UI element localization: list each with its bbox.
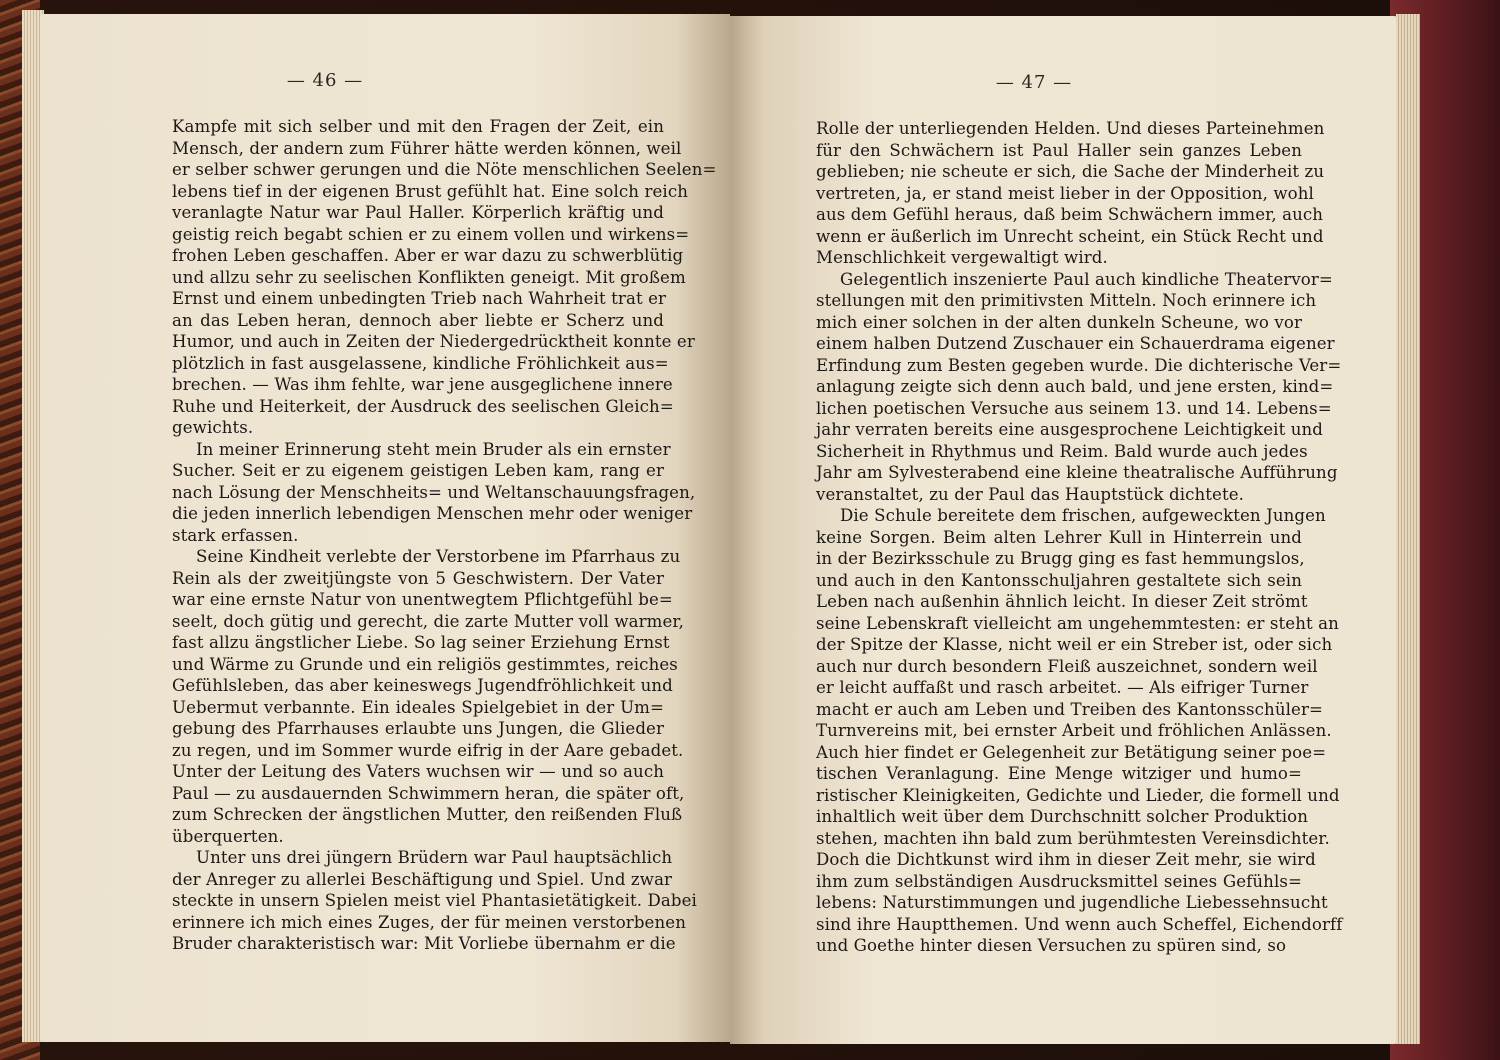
- text-line: und Goethe hinter diesen Versuchen zu spüren sind, so: [816, 936, 1287, 955]
- text-line: Humor, und auch in Zeiten der Niedergedrücktheit konnte er: [172, 332, 695, 351]
- text-line: lebens: Naturstimmungen und jugendliche Liebessehnsucht: [816, 893, 1328, 912]
- text-line: lebens tief in der eigenen Brust gefühlt hat. Eine solch reich: [172, 181, 689, 201]
- text-line: und Wärme zu Grunde und ein religiös gestimmtes, reiches: [172, 654, 678, 674]
- text-line: inhaltlich weit über dem Durchschnitt solcher Produktion: [816, 807, 1309, 826]
- text-line: fast allzu ängstlicher Liebe. So lag seiner Erziehung Ernst: [172, 633, 670, 652]
- text-line: an das Leben heran, dennoch aber liebte er Scherz und: [172, 310, 664, 330]
- text-line: gewichts.: [172, 418, 254, 437]
- text-line: vertreten, ja, er stand meist lieber in der Opposition, wohl: [816, 183, 1314, 203]
- text-line: der Spitze der Klasse, nicht weil er ein Streber ist, oder sich: [816, 635, 1333, 654]
- text-line: Kampfe mit sich selber und mit den Fragen der Zeit, ein: [172, 117, 664, 136]
- text-line: die jeden innerlich lebendigen Menschen mehr oder weniger: [172, 504, 693, 523]
- page-body: [816, 118, 1343, 957]
- text-line: erinnere ich mich eines Zuges, der für meinen verstorbenen: [172, 912, 686, 932]
- text-line: und auch in den Kantonsschuljahren gestaltete sich sein: [816, 570, 1302, 590]
- text-line: war eine ernste Natur von unentwegtem Pflichtgefühl be=: [172, 590, 673, 609]
- text-line: nach Lösung der Menschheits= und Weltanschauungsfragen,: [172, 482, 696, 502]
- text-line: Erfindung zum Besten gegeben wurde. Die dichterische Ver=: [816, 355, 1342, 375]
- text-line: Unter uns drei jüngern Brüdern war Paul hauptsächlich: [196, 848, 673, 867]
- text-line: Sicherheit in Rhythmus und Reim. Bald wurde auch jedes: [816, 441, 1308, 461]
- text-line: zum Schrecken der ängstlichen Mutter, den reißenden Fluß: [172, 805, 683, 824]
- text-line: frohen Leben geschaffen. Aber er war dazu zu schwerblütig: [172, 246, 684, 265]
- text-line: Turnvereins mit, bei ernster Arbeit und fröhlichen Anlässen.: [816, 721, 1332, 740]
- page-body: [172, 116, 717, 955]
- text-line: Mensch, der andern zum Führer hätte werden können, weil: [172, 138, 682, 158]
- text-line: lichen poetischen Versuche aus seinem 13. und 14. Lebens=: [816, 398, 1332, 418]
- text-line: Rolle der unterliegenden Helden. Und dieses Parteinehmen: [816, 119, 1325, 138]
- text-line: Leben nach außenhin ähnlich leicht. In dieser Zeit strömt: [816, 592, 1308, 611]
- text-line: seelt, doch gütig und gerecht, die zarte Mutter voll warmer,: [172, 611, 685, 631]
- text-line: macht er auch am Leben und Treiben des Kantonsschüler=: [816, 699, 1323, 719]
- page-stack-right: [1396, 14, 1420, 1044]
- text-line: zu regen, und im Sommer wurde eifrig in der Aare gebadet.: [172, 740, 684, 760]
- text-line: mich einer solchen in der alten dunkeln Scheune, wo vor: [816, 312, 1302, 332]
- text-line: steckte in unsern Spielen meist viel Phantasietätigkeit. Dabei: [172, 891, 697, 910]
- text-line: aus dem Gefühl heraus, daß beim Schwächern immer, auch: [816, 205, 1324, 224]
- text-line: Doch die Dichtkunst wird ihm in dieser Zeit mehr, sie wird: [816, 850, 1316, 869]
- text-line: Menschlichkeit vergewaltigt wird.: [816, 248, 1108, 267]
- text-line: für den Schwächern ist Paul Haller sein ganzes Leben: [816, 140, 1302, 160]
- text-line: stehen, machten ihn bald zum berühmtesten Vereinsdichter.: [816, 828, 1330, 848]
- text-line: ristischer Kleinigkeiten, Gedichte und Lieder, die formell und: [816, 785, 1340, 805]
- text-line: Auch hier findet er Gelegenheit zur Betätigung seiner poe=: [816, 742, 1327, 762]
- text-line: stellungen mit den primitivsten Mitteln. Noch erinnere ich: [816, 291, 1317, 310]
- text-line: Gefühlsleben, das aber keineswegs Jugendfröhlichkeit und: [172, 676, 673, 695]
- page-number: — 46 —: [286, 70, 364, 91]
- text-line: ihm zum selbständigen Ausdrucksmittel seines Gefühls=: [816, 871, 1302, 891]
- text-line: stark erfassen.: [172, 525, 299, 545]
- text-line: Gelegentlich inszenierte Paul auch kindliche Theatervor=: [840, 269, 1333, 289]
- text-line: veranstaltet, zu der Paul das Hauptstück dichtete.: [816, 484, 1245, 504]
- right-page: [730, 16, 1398, 1044]
- text-line: jahr verraten bereits eine ausgesprochene Leichtigkeit und: [816, 420, 1324, 439]
- text-line: geistig reich begabt schien er zu einem vollen und wirkens=: [172, 224, 690, 244]
- text-line: plötzlich in fast ausgelassene, kindliche Fröhlichkeit aus=: [172, 353, 669, 373]
- text-line: Die Schule bereitete dem frischen, aufgeweckten Jungen: [840, 506, 1326, 525]
- text-line: Jahr am Sylvesterabend eine kleine theatralische Aufführung: [816, 463, 1338, 482]
- text-line: veranlagte Natur war Paul Haller. Körperlich kräftig und: [172, 203, 664, 222]
- text-line: einem halben Dutzend Zuschauer ein Schauerdrama eigener: [816, 334, 1335, 353]
- text-line: brechen. — Was ihm fehlte, war jene ausgeglichene innere: [172, 375, 673, 394]
- text-line: keine Sorgen. Beim alten Lehrer Kull in Hinterrein und: [816, 527, 1302, 547]
- text-line: Ruhe und Heiterkeit, der Ausdruck des seelischen Gleich=: [172, 396, 674, 416]
- text-line: geblieben; nie scheute er sich, die Sache der Minderheit zu: [816, 162, 1325, 181]
- text-line: gebung des Pfarrhauses erlaubte uns Jungen, die Glieder: [172, 719, 664, 738]
- text-line: wenn er äußerlich im Unrecht scheint, ein Stück Recht und: [816, 226, 1324, 246]
- text-line: Uebermut verbannte. Ein ideales Spielgebiet in der Um=: [172, 697, 664, 717]
- text-line: überquerten.: [172, 826, 284, 846]
- text-line: Sucher. Seit er zu eigenem geistigen Leben kam, rang er: [172, 461, 664, 480]
- text-line: und allzu sehr zu seelischen Konflikten geneigt. Mit großem: [172, 267, 686, 287]
- text-line: der Anreger zu allerlei Beschäftigung und Spiel. Und zwar: [172, 869, 673, 889]
- text-line: tischen Veranlagung. Eine Menge witziger und humo=: [816, 764, 1302, 783]
- text-line: Paul — zu ausdauernden Schwimmern heran, die später oft,: [172, 783, 685, 803]
- text-line: in der Bezirksschule zu Brugg ging es fast hemmungslos,: [816, 549, 1305, 568]
- text-line: Ernst und einem unbedingten Trieb nach Wahrheit trat er: [172, 289, 667, 308]
- text-line: Unter der Leitung des Vaters wuchsen wir — und so auch: [172, 762, 664, 781]
- text-line: Bruder charakteristisch war: Mit Vorliebe übernahm er die: [172, 934, 676, 953]
- text-line: sind ihre Hauptthemen. Und wenn auch Scheffel, Eichendorff: [816, 914, 1343, 934]
- text-line: er selber schwer gerungen und die Nöte menschlichen Seelen=: [172, 160, 717, 179]
- text-line: seine Lebenskraft vielleicht am ungehemmtesten: er steht an: [816, 613, 1339, 633]
- text-line: In meiner Erinnerung steht mein Bruder als ein ernster: [196, 439, 671, 459]
- text-line: auch nur durch besondern Fleiß auszeichnet, sondern weil: [816, 656, 1318, 676]
- left-page: [40, 14, 730, 1042]
- page-number: — 47 —: [995, 72, 1073, 93]
- text-line: Seine Kindheit verlebte der Verstorbene im Pfarrhaus zu: [196, 547, 681, 566]
- text-line: anlagung zeigte sich denn auch bald, und jene ersten, kind=: [816, 377, 1334, 396]
- text-line: Rein als der zweitjüngste von 5 Geschwistern. Der Vater: [172, 568, 664, 588]
- text-line: er leicht auffaßt und rasch arbeitet. — Als eifriger Turner: [816, 678, 1309, 697]
